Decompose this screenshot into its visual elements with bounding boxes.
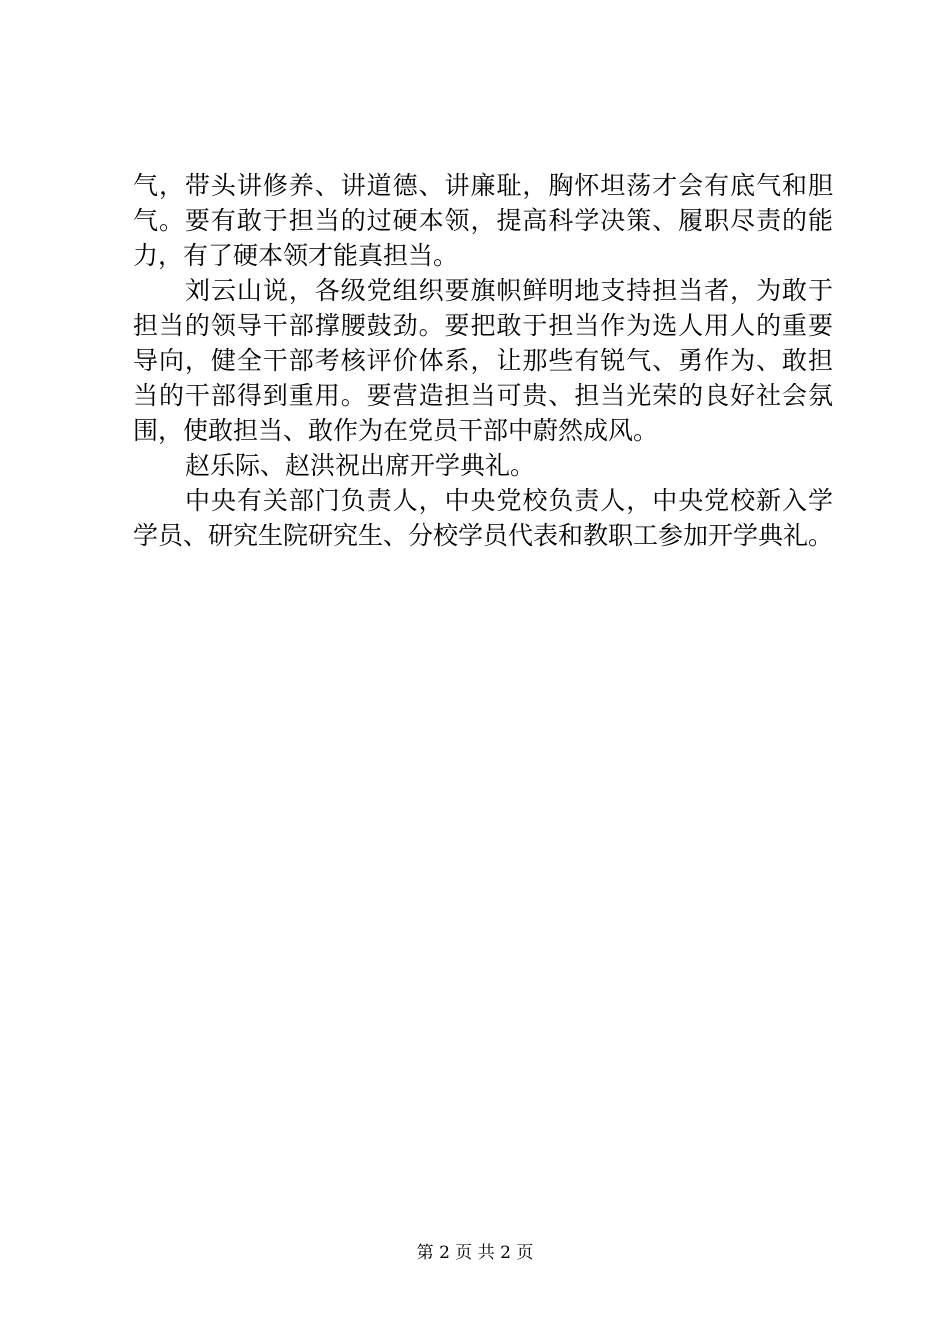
text-line: 担当的领导干部撑腰鼓劲。要把敢于担当作为选人用人的重要: [133, 311, 833, 340]
page-number: 第 2 页 共 2 页: [416, 1243, 534, 1263]
page-footer: [0, 1241, 950, 1265]
text-line: 中央有关部门负责人，中央党校负责人，中央党校新入学: [185, 486, 833, 515]
text-line: 围，使敢担当、敢作为在党员干部中蔚然成风。: [133, 416, 659, 445]
text-line: 刘云山说，各级党组织要旗帜鲜明地支持担当者，为敢于: [185, 276, 833, 305]
text-line: 导向，健全干部考核评价体系，让那些有锐气、勇作为、敢担: [133, 346, 833, 375]
text-line: 当的干部得到重用。要营造担当可贵、担当光荣的良好社会氛: [133, 381, 833, 410]
text-line: 力，有了硬本领才能真担当。: [133, 241, 459, 270]
paragraph-4: [133, 483, 833, 553]
paragraph-3: [133, 448, 833, 483]
text-line: 赵乐际、赵洪祝出席开学典礼。: [185, 451, 536, 480]
text-line: 气。要有敢于担当的过硬本领，提高科学决策、履职尽责的能: [133, 206, 833, 235]
document-body: [133, 168, 833, 553]
text-line: 学员、研究生院研究生、分校学员代表和教职工参加开学典礼。: [133, 521, 834, 550]
paragraph-2: [133, 273, 833, 448]
paragraph-1: [133, 168, 833, 273]
text-line: 气，带头讲修养、讲道德、讲廉耻，胸怀坦荡才会有底气和胆: [133, 171, 833, 200]
